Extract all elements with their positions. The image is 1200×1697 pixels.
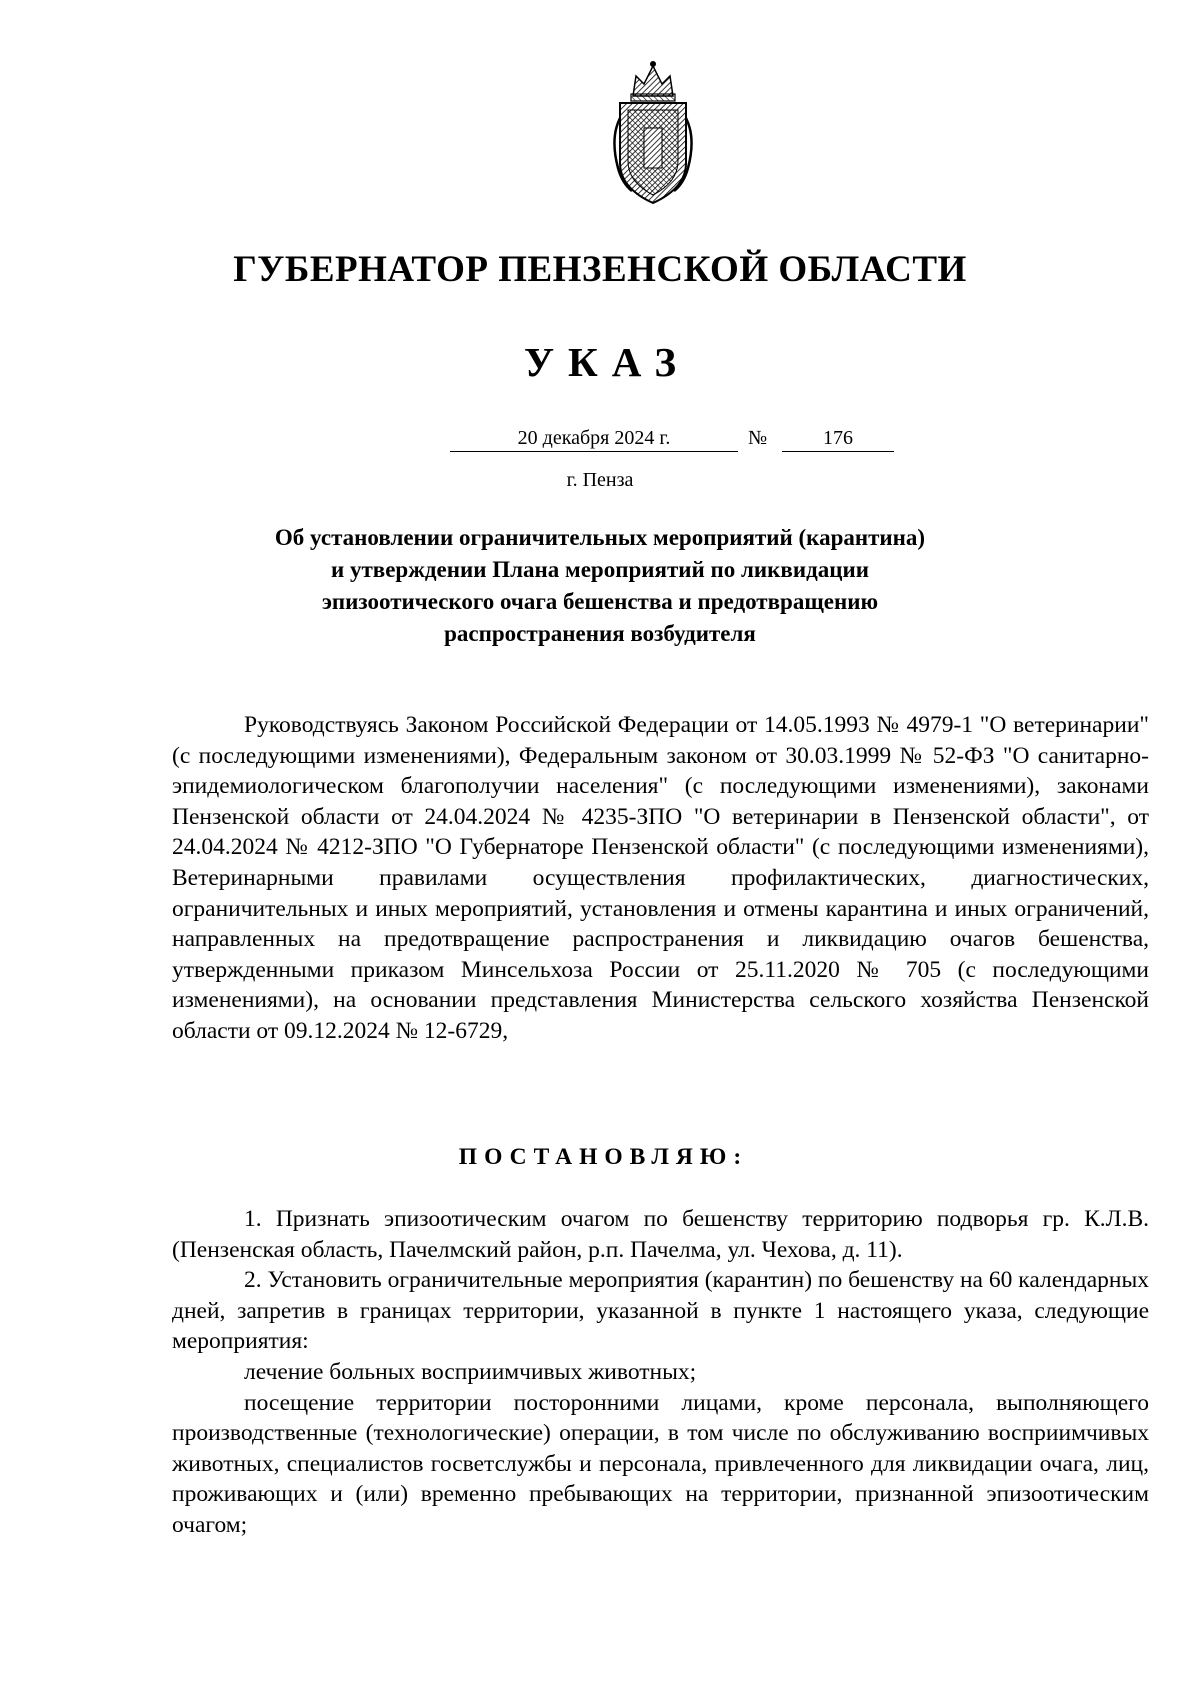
document-number: 176 <box>782 425 894 452</box>
decree-item: посещение территории посторонними лицами, кроме персонала, выполняющего производственные (технологические) операции, в том числе по обслуживанию восприимчивых животных, специалистов госветслужбы и персонала, привлеченного для ликвидации очага, лиц, проживающих и (или) временно пребывающих на территории, признанной эпизоотическим очагом; <box>172 1389 1149 1538</box>
place-of-issue: г. Пенза <box>566 469 634 491</box>
number-sign: № <box>748 427 768 449</box>
title-line: и утверждении Плана мероприятий по ликвидации <box>331 557 869 582</box>
title-line: эпизоотического очага бешенства и предотвращению <box>321 589 879 614</box>
decree-heading: ПОСТАНОВЛЯЮ: <box>458 1144 749 1170</box>
document-title <box>160 522 1040 650</box>
preamble-paragraph: Руководствуясь Законом Российской Федерации от 14.05.1993 № 4979-1 "О ветеринарии" (с последующими изменениями), Федеральным законом от 30.03.1999 № 52-ФЗ "О санитарно-эпидемиологическом благополучии населения" (с последующими изменениями), законами Пензенской области от 24.04.2024 № 4235-ЗПО "О ветеринарии в Пензенской области", от 24.04.2024 № 4212-ЗПО "О Губернаторе Пензенской области" (с последующими изменениями), Ветеринарными правилами осуществления профилактических, диагностических, ограничительных и иных мероприятий, установления и отмены карантина и иных ограничений, направленных на предотвращение распространения и ликвидацию очагов бешенства, утвержденными приказом Минсельхоза России от 25.11.2020 № 705 (с последующими изменениями), на основании представления Министерства сельского хозяйства Пензенской области от 09.12.2024 № 12-6729, <box>172 712 1149 1044</box>
title-line: распространения возбудителя <box>444 621 756 646</box>
decree-item: 2. Установить ограничительные мероприятия (карантин) по бешенству на 60 календарных дней, запретив в границах территории, указанной в пункте 1 настоящего указа, следующие мероприятия: <box>172 1267 1149 1355</box>
document-date: 20 декабря 2024 г. <box>450 425 738 452</box>
decree-item: лечение больных восприимчивых животных; <box>244 1358 697 1385</box>
issuing-authority: ГУБЕРНАТОР ПЕНЗЕНСКОЙ ОБЛАСТИ <box>233 249 967 290</box>
decree-items <box>172 1204 1149 1541</box>
preamble-section <box>172 710 1149 1047</box>
penza-region-coat-of-arms-icon <box>598 58 708 208</box>
decree-item: 1. Признать эпизоотическим очагом по бешенству территорию подворья гр. К.Л.В. (Пензенская область, Пачелмский район, р.п. Пачелма, ул. Чехова, д. 11). <box>172 1206 1149 1263</box>
title-line: Об установлении ограничительных мероприятий (карантина) <box>274 525 926 550</box>
document-type: УКАЗ <box>523 339 691 385</box>
